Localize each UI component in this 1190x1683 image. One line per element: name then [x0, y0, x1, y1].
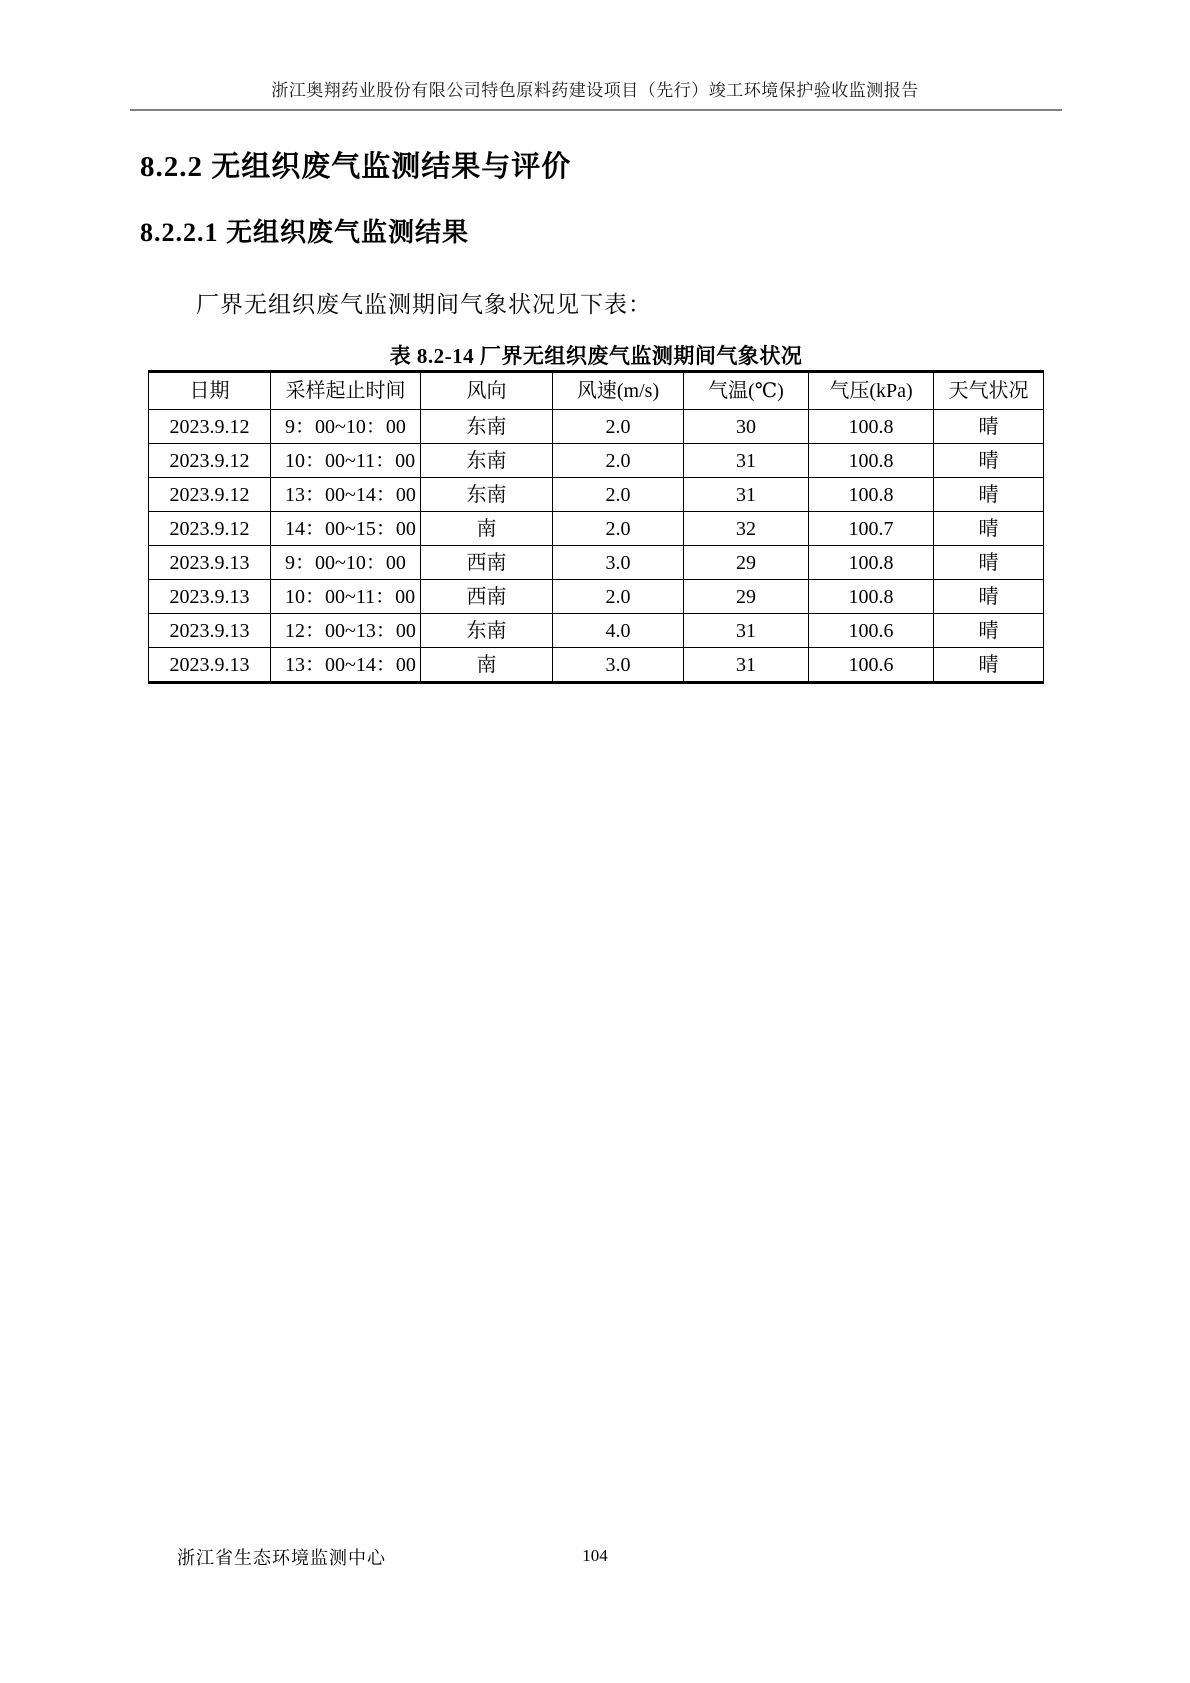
cell-wind-speed: 3.0: [553, 546, 684, 580]
cell-temperature: 29: [684, 580, 809, 614]
cell-temperature: 31: [684, 444, 809, 478]
cell-wind-direction: 西南: [421, 580, 553, 614]
cell-wind-speed: 2.0: [553, 580, 684, 614]
cell-pressure: 100.6: [809, 614, 934, 648]
cell-weather: 晴: [934, 478, 1044, 512]
cell-pressure: 100.7: [809, 512, 934, 546]
cell-wind-direction: 东南: [421, 478, 553, 512]
cell-wind-direction: 东南: [421, 444, 553, 478]
col-header-weather: 天气状况: [934, 372, 1044, 410]
cell-date: 2023.9.13: [149, 648, 271, 683]
col-header-date: 日期: [149, 372, 271, 410]
header-rule: [130, 109, 1062, 111]
cell-temperature: 30: [684, 410, 809, 444]
col-header-pressure: 气压(kPa): [809, 372, 934, 410]
cell-weather: 晴: [934, 546, 1044, 580]
cell-sampling-time: 12：00~13：00: [271, 614, 421, 648]
col-header-sampling-time: 采样起止时间: [271, 372, 421, 410]
weather-table: [148, 370, 1044, 684]
cell-date: 2023.9.12: [149, 512, 271, 546]
cell-pressure: 100.6: [809, 648, 934, 683]
cell-date: 2023.9.12: [149, 410, 271, 444]
cell-date: 2023.9.13: [149, 580, 271, 614]
table-row: [149, 546, 1044, 580]
col-header-wind-speed: 风速(m/s): [553, 372, 684, 410]
cell-wind-speed: 2.0: [553, 512, 684, 546]
cell-wind-speed: 2.0: [553, 478, 684, 512]
cell-pressure: 100.8: [809, 410, 934, 444]
table-caption: 表 8.2-14 厂界无组织废气监测期间气象状况: [389, 344, 803, 368]
cell-pressure: 100.8: [809, 580, 934, 614]
cell-weather: 晴: [934, 512, 1044, 546]
cell-pressure: 100.8: [809, 478, 934, 512]
table-row: [149, 512, 1044, 546]
cell-wind-speed: 2.0: [553, 444, 684, 478]
table-row: [149, 478, 1044, 512]
cell-sampling-time: 14：00~15：00: [271, 512, 421, 546]
cell-wind-direction: 南: [421, 512, 553, 546]
col-header-temperature: 气温(℃): [684, 372, 809, 410]
cell-wind-speed: 4.0: [553, 614, 684, 648]
cell-temperature: 31: [684, 478, 809, 512]
intro-paragraph: 厂界无组织废气监测期间气象状况见下表：: [196, 292, 652, 317]
cell-wind-direction: 东南: [421, 410, 553, 444]
cell-temperature: 31: [684, 648, 809, 683]
cell-weather: 晴: [934, 580, 1044, 614]
cell-wind-direction: 西南: [421, 546, 553, 580]
cell-sampling-time: 13：00~14：00: [271, 478, 421, 512]
cell-sampling-time: 9：00~10：00: [271, 546, 421, 580]
cell-sampling-time: 9：00~10：00: [271, 410, 421, 444]
running-head: 浙江奥翔药业股份有限公司特色原料药建设项目（先行）竣工环境保护验收监测报告: [271, 81, 919, 100]
table-row: [149, 648, 1044, 683]
cell-sampling-time: 13：00~14：00: [271, 648, 421, 683]
cell-temperature: 31: [684, 614, 809, 648]
cell-date: 2023.9.12: [149, 444, 271, 478]
col-header-wind-direction: 风向: [421, 372, 553, 410]
cell-sampling-time: 10：00~11：00: [271, 580, 421, 614]
cell-wind-speed: 3.0: [553, 648, 684, 683]
cell-date: 2023.9.12: [149, 478, 271, 512]
footer-organization: 浙江省生态环境监测中心: [177, 1548, 386, 1568]
cell-weather: 晴: [934, 410, 1044, 444]
cell-temperature: 32: [684, 512, 809, 546]
cell-wind-direction: 南: [421, 648, 553, 683]
cell-wind-direction: 东南: [421, 614, 553, 648]
cell-weather: 晴: [934, 614, 1044, 648]
cell-date: 2023.9.13: [149, 614, 271, 648]
cell-sampling-time: 10：00~11：00: [271, 444, 421, 478]
table-row: [149, 444, 1044, 478]
table-header-row: [149, 372, 1044, 410]
section-heading-8221: 8.2.2.1 无组织废气监测结果: [140, 218, 470, 247]
cell-date: 2023.9.13: [149, 546, 271, 580]
page-number: 104: [582, 1546, 608, 1565]
section-heading-822: 8.2.2 无组织废气监测结果与评价: [140, 151, 572, 183]
cell-temperature: 29: [684, 546, 809, 580]
table-row: [149, 614, 1044, 648]
cell-pressure: 100.8: [809, 546, 934, 580]
cell-pressure: 100.8: [809, 444, 934, 478]
cell-weather: 晴: [934, 444, 1044, 478]
table-row: [149, 580, 1044, 614]
table-row: [149, 410, 1044, 444]
cell-wind-speed: 2.0: [553, 410, 684, 444]
cell-weather: 晴: [934, 648, 1044, 683]
